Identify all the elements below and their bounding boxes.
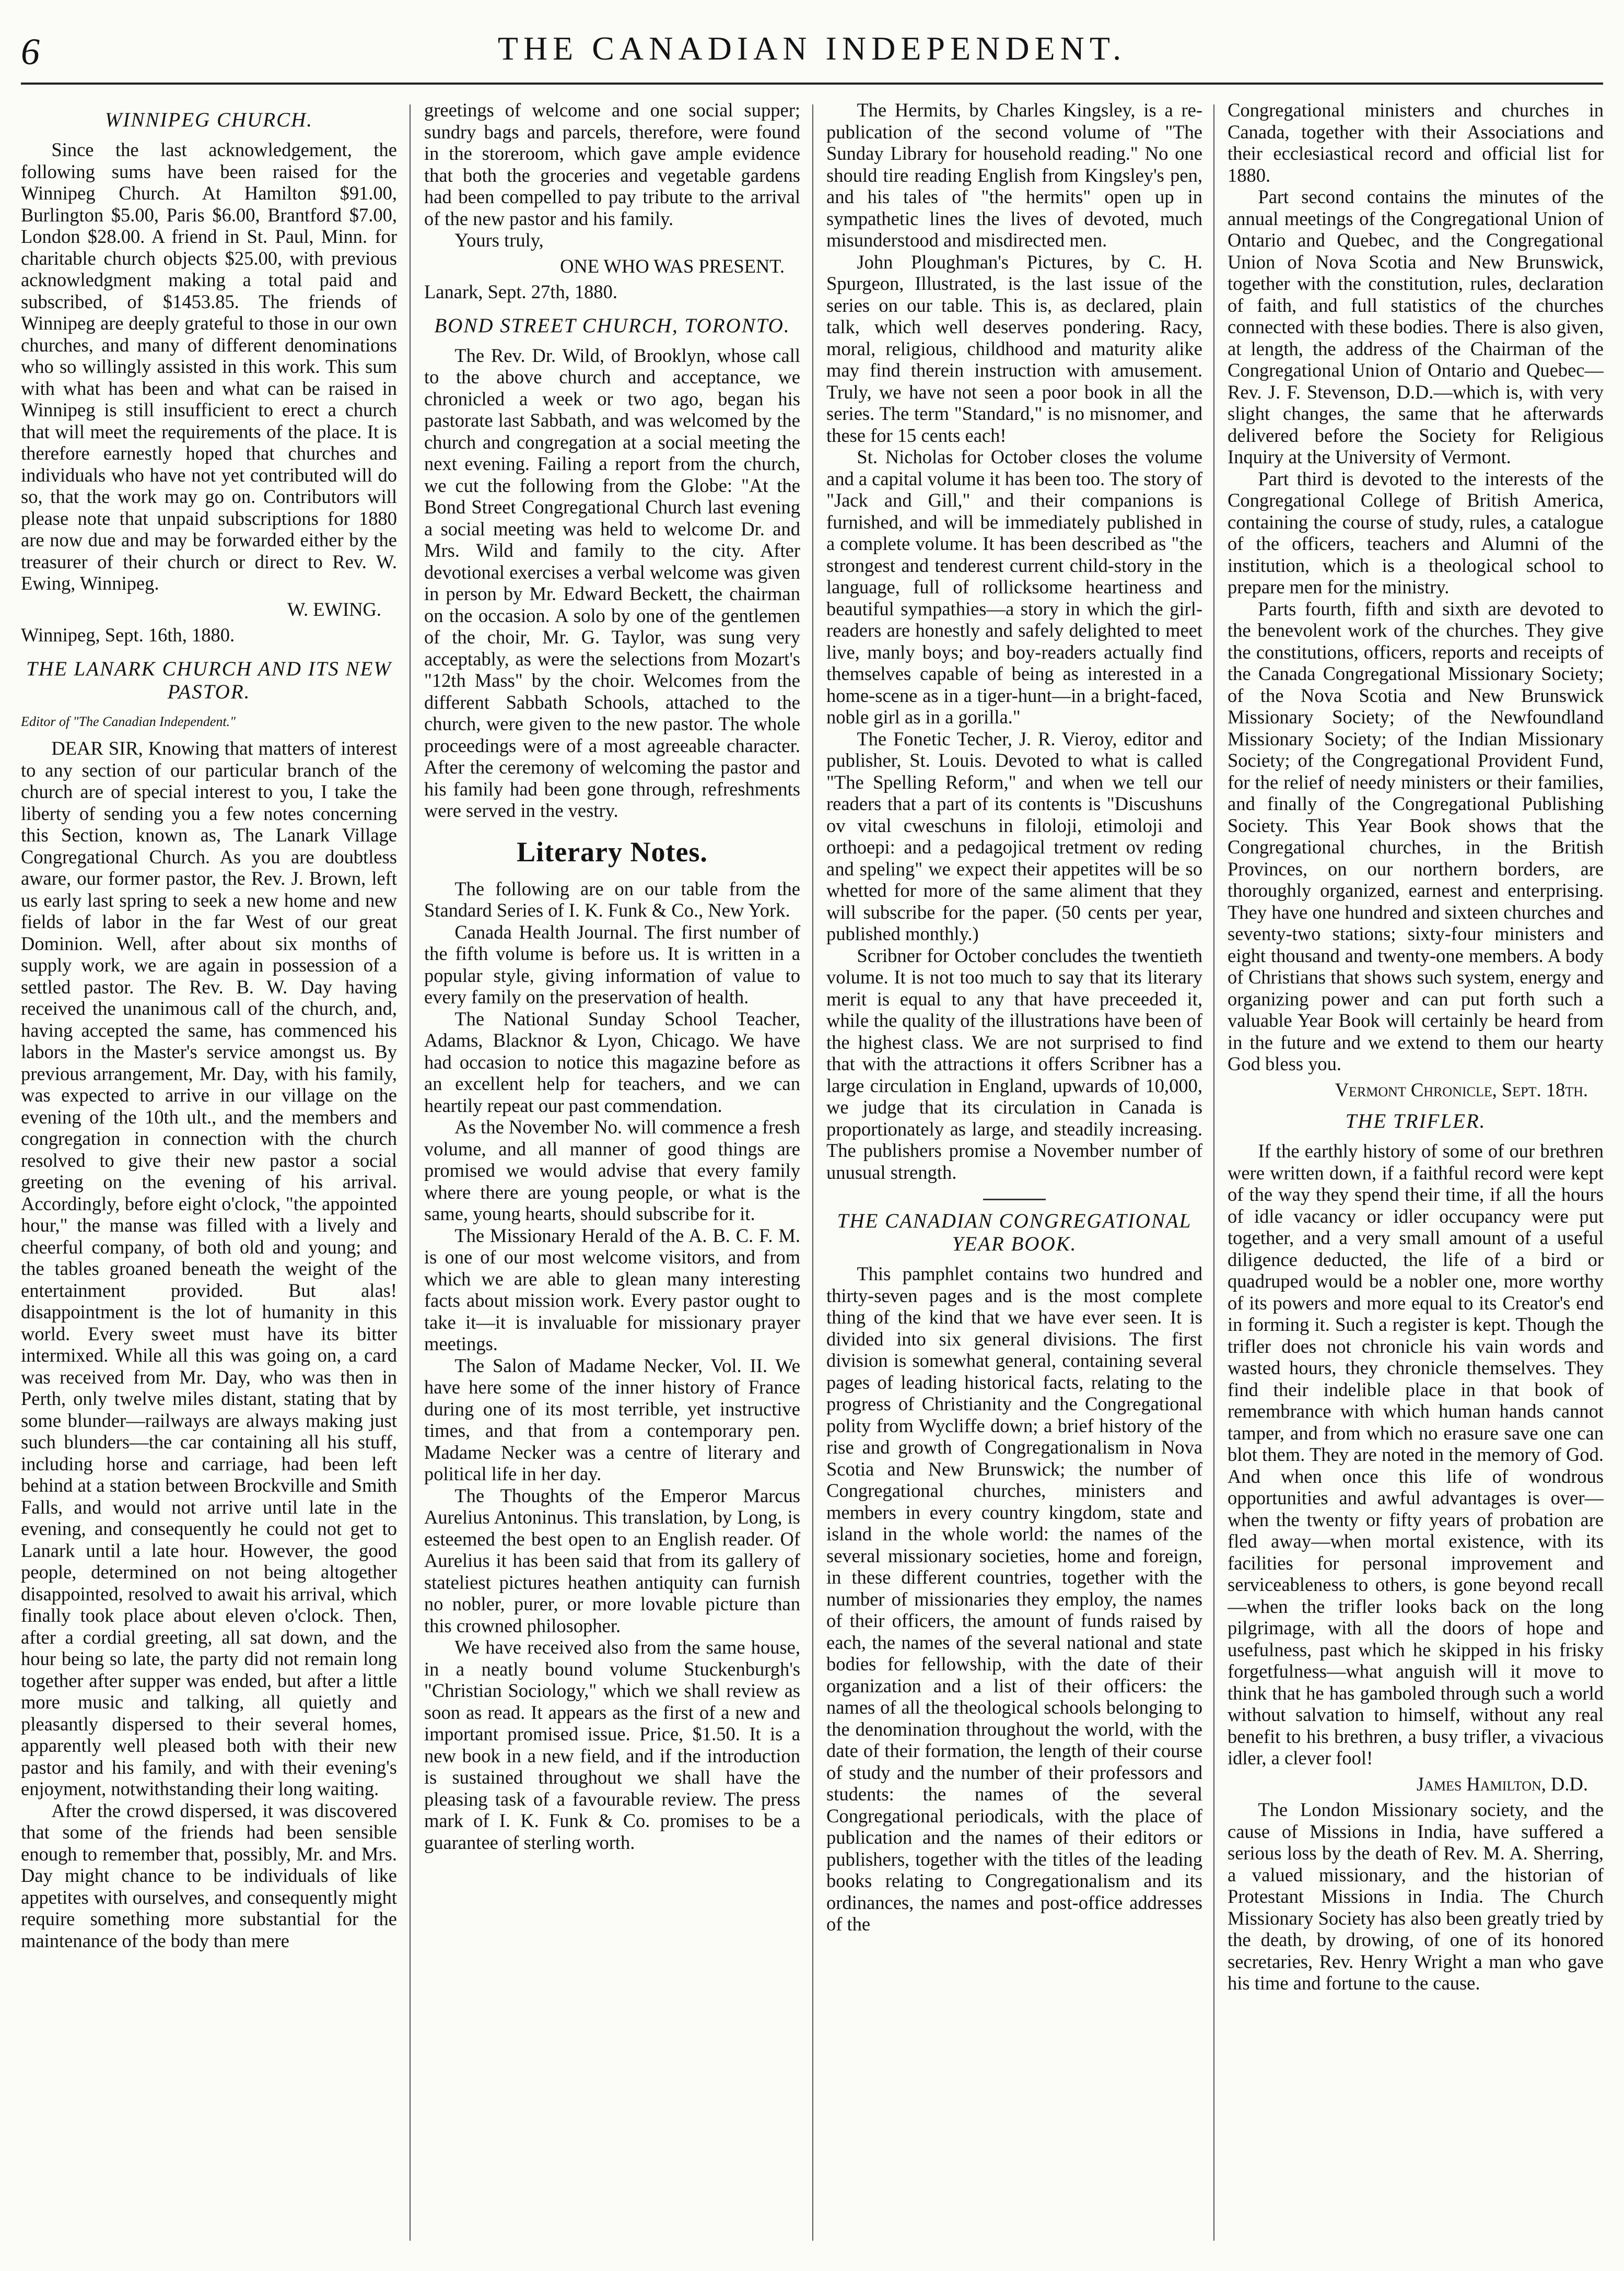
column-2: [424, 99, 800, 2251]
column-3: [826, 99, 1202, 2251]
article-dateline: Lanark, Sept. 27th, 1880.: [424, 281, 618, 302]
column-1: [21, 99, 397, 2251]
literary-note: The Missionary Herald of the A. B. C. F. M. is one of our most welcome visitors, and from which we are able to glean many interesting facts about mission work. Every pastor ought to take it—it is invaluable for missionary prayer meetings.: [424, 1224, 800, 1354]
article-heading-year-book: THE CANADIAN CONGREGATIONAL YEAR BOOK.: [837, 1210, 1192, 1255]
literary-note: The Hermits, by Charles Kingsley, is a re-publication of the second volume of "The Sunday Library for household reading." No one should tire reading English from Kingsley's pen, and his tales of "the hermits" open up in sympathetic lines the lives of devoted, much misunderstood and misdirected men.: [826, 99, 1202, 251]
article-heading-bond-street: BOND STREET CHURCH, TORONTO.: [434, 314, 790, 337]
literary-note: The Fonetic Techer, J. R. Vieroy, editor and publisher, St. Louis. Devoted to what is called "The Spelling Reform," and when we tell our readers that a part of its contents is "Discushuns ov vital cweschuns in filoloji, etimoloji and orthoepi: and a pedagojical tretment ov reding and speling" we expect their appetites will be so whetted for more of the same aliment that they will subscribe for the paper. (50 cents per year, published monthly.): [826, 728, 1202, 944]
article-paragraph-continued: greetings of welcome and one social supper; sundry bags and parcels, therefore, were found in the storeroom, which gave ample evidence that both the groceries and vegetable gardens had been compelled to pay tribute to the arrival of the new pastor and his family.: [424, 99, 800, 229]
column-rule: [1213, 104, 1214, 2241]
newspaper-title: THE CANADIAN INDEPENDENT.: [497, 30, 1127, 67]
article-paragraph: If the earthly history of some of our brethren were written down, if a faithful record were kept of the way they spend their time, if all the hours of idle vacancy or idler occupancy were put together, and a very small amount of a useful diligence deducted, the life of a bird or quadruped would be a nobler one, more worthy of its powers and more equal to its Creator's end in forming it. Such a register is kept. Though the trifler does not chronicle his vain words and wasted hours, they chronicle themselves. They find their indelible place in that book of remembrance with which human hands cannot tamper, and from which no erasure save one can blot them. They are noted in the memory of God. And when once this life of wondrous opportunities and awful advantages is over—when the twenty or fifty years of probation are fled away—when mortal existence, with its facilities for personal improvement and serviceableness to others, is gone beyond recall—when the trifler looks back on the long pilgrimage, with all the doors of hope and usefulness, past which he skipped in his frisky forgetfulness—what anguish will it move to think that he has gamboled through such a world without salvation to himself, without any real benefit to his brethren, a busy trifler, a vivacious idler, a clever fool!: [1228, 1140, 1604, 1769]
article-paragraph: DEAR SIR, Knowing that matters of interest to any section of our particular branch of the church are of special interest to you, I take the liberty of sending you a few notes concerning this Section, known as, The Lanark Village Congregational Church. As you are doubtless aware, our former pastor, the Rev. J. Brown, left us early last spring to seek a new home and new fields of labor in the far West of our great Dominion. Well, after about six months of supply work, we are again in possession of a settled pastor. The Rev. B. W. Day having received the unanimous call of the church, and, having accepted the same, has commenced his labors in the Master's service amongst us. By previous arrangement, Mr. Day, with his family, was expected to arrive in our village on the evening of the 10th ult., and the members and congregation in connection with the church resolved to give their new pastor a social greeting on the evening of his arrival. Accordingly, before eight o'clock, "the appointed hour," the manse was filled with a lively and cheerful company, of both old and young; and the tables groaned beneath the weight of the entertainment provided. But alas! disappointment is the lot of humanity in this world. Every sweet must have its bitter intermixed. While all this was going on, a card was received from Mr. Day, who was then in Perth, only twelve miles distant, stating that by some blunder—railways are always making just such blunders—the car containing all his stuff, including horse and carriage, had been left behind at a station between Brockville and Smith Falls, and would not arrive until late in the evening, and consequently he could not get to Lanark until a late hour. However, the good people, determined on not being altogether disappointed, resolved to await his arrival, which finally took place about eleven o'clock. Then, after a cordial greeting, all sat down, and the hour being so late, the party did not remain long together after supper was ended, but after a little more music and talking, all quietly and pleasantly dispersed to their several homes, apparently well pleased both with their new pastor and his family, and with their evening's enjoyment, notwithstanding their long waiting.: [21, 738, 397, 1799]
article-paragraph: Part third is devoted to the interests of the Congregational College of British America, containing the course of study, rules, a catalogue of the officers, teachers and Alumni of the institution, which is a theological school to prepare men for the ministry.: [1228, 467, 1604, 598]
article-signature: W. EWING.: [287, 598, 381, 620]
column-rule: [812, 104, 813, 2241]
literary-note: John Ploughman's Pictures, by C. H. Spurgeon, Illustrated, is the last issue of the series on our table. This is, as declared, plain talk, which well deserves pondering. Racy, moral, religious, childhood and maturity alike may find therein instruction with amusement. Truly, we have not seen a poor book in all the series. The term "Standard," is no misnomer, and these for 15 cents each!: [826, 251, 1202, 446]
page-number: 6: [21, 31, 40, 73]
article-paragraph: The London Missionary society, and the cause of Missions in India, have suffered a serious loss by the death of Rev. M. A. Sherring, a valued missionary, and the historian of Protestant Missions in India. The Church Missionary Society has also been greatly tried by the death, by drowing, of one of its honored secretaries, Rev. Henry Wright a man who gave his time and fortune to the cause.: [1228, 1799, 1604, 1994]
article-dateline: Winnipeg, Sept. 16th, 1880.: [21, 624, 235, 646]
literary-note: As the November No. will commence a fresh volume, and all manner of good things are promised we would advise that every family where there are young people, or what is the same, young hearts, should subscribe for it.: [424, 1116, 800, 1224]
article-paragraph: Since the last acknowledgement, the following sums have been raised for the Winnipeg Church. At Hamilton $91.00, Burlington $5.00, Paris $6.00, Brantford $7.00, London $28.00. A friend in St. Paul, Minn. for charitable church objects $25.00, with previous acknowledgment making a total paid and subscribed, of $1453.85. The friends of Winnipeg are deeply grateful to those in our own churches, and many of different denominations who so willingly assisted in this work. This sum with what has been and what can be raised in Winnipeg is still insufficient to erect a church that will meet the requirements of the place. It is therefore earnestly hoped that churches and individuals who have not yet contributed will do so, that the work may go on. Contributors will please note that unpaid subscriptions for 1880 are now due and may be forwarded either by the treasurer of their church or direct to Rev. W. Ewing, Winnipeg.: [21, 139, 397, 594]
literary-note: The Salon of Madame Necker, Vol. II. We have here some of the inner history of France during one of its most terrible, yet instructive times, and that from a contemporary pen. Madame Necker was a centre of literary and political life in her day.: [424, 1354, 800, 1484]
literary-note: Canada Health Journal. The first number of the fifth volume is before us. It is written in a popular style, giving information of value to every family on the preservation of health.: [424, 921, 800, 1008]
section-separator: [983, 1199, 1046, 1200]
article-source: Vermont Chronicle, Sept. 18th.: [1335, 1079, 1588, 1101]
article-heading-trifler: THE TRIFLER.: [1345, 1110, 1486, 1132]
editor-address-line: Editor of "The Canadian Independent.": [21, 713, 236, 729]
article-source: James Hamilton, D.D.: [1416, 1773, 1588, 1795]
literary-note: St. Nicholas for October closes the volume and a capital volume it has been too. The story of "Jack and Gill," and their companions is furnished, and will be immediately published in a complete volume. It has been described as "the strongest and tenderest current child-story in the language, full of rollicksome heartiness and beautiful sympathies—a story in which the girl-readers are honestly and safely delighted to meet live, manly boys; and boy-readers actually find themselves capable of being as interested in a home-scene as in a tiger-hunt—in a bright-faced, noble girl as in a gorilla.": [826, 446, 1202, 728]
article-paragraph-continued: Congregational ministers and churches in Canada, together with their Associations and their ecclesiastical record and official list for 1880.: [1228, 99, 1604, 186]
literary-note: The following are on our table from the Standard Series of I. K. Funk & Co., New York.: [424, 877, 800, 921]
article-heading-lanark: THE LANARK CHURCH AND ITS NEW PASTOR.: [26, 657, 392, 703]
article-heading-winnipeg: WINNIPEG CHURCH.: [104, 109, 313, 131]
literary-note: Scribner for October concludes the twentieth volume. It is not too much to say that its literary merit is equal to any that have preceeded it, while the quality of the illustrations have been of the highest class. We are not surprised to find that with the attractions it offers Scribner has a large circulation in England, upwards of 10,000, we judge that its circulation in Canada is proportionately as large, and steadily increasing. The publishers promise a November number of unusual strength.: [826, 944, 1202, 1183]
literary-note: We have received also from the same house, in a neatly bound volume Stuckenburgh's "Christian Sociology," which we shall review as soon as read. It appears as the first of a new and important promised issue. Price, $1.50. It is a new book in a new field, and if the introduction is sustained throughout we shall have the pleasing task of a favourable review. The press mark of I. K. Funk & Co. promises to be a guarantee of sterling worth.: [424, 1636, 800, 1853]
page-header: [21, 25, 1603, 85]
letter-closing: Yours truly,: [454, 229, 544, 251]
article-paragraph: Part second contains the minutes of the annual meetings of the Congregational Union of Ontario and Quebec, and the Congregational Union of Nova Scotia and New Brunswick, together with the constitution, rules, declaration of faith, and full statistics of the churches connected with these bodies. There is also given, at length, the address of the Chairman of the Congregational Union of Ontario and Quebec—Rev. J. F. Stevenson, D.D.—which is, with very slight changes, the same that he afterwards delivered before the Society for Religious Inquiry at the University of Vermont.: [1228, 186, 1604, 467]
article-paragraph: After the crowd dispersed, it was discovered that some of the friends had been sensible enough to remember that, possibly, Mr. and Mrs. Day might chance to be individuals of like appetites with ourselves, and consequently might require something more substantial for the maintenance of the body than mere: [21, 1799, 397, 1951]
article-paragraph: The Rev. Dr. Wild, of Brooklyn, whose call to the above church and acceptance, we chronicled a week or two ago, began his pastorate last Sabbath, and was welcomed by the church and congregation at a social meeting the next evening. Failing a report from the church, we cut the following from the Globe: "At the Bond Street Congregational Church last evening a social meeting was held to welcome Dr. and Mrs. Wild and family to the city. After devotional exercises a verbal welcome was given in person by Mr. Edward Beckett, the chairman on the occasion. A solo by one of the gentlemen of the choir, Mr. G. Taylor, was sung very acceptably, as were the selections from Mozart's "12th Mass" by the choir. Welcomes from the different Sabbath Schools, attached to the church, were given to the new pastor. The whole proceedings were of a most agreeable character. After the ceremony of welcoming the pastor and his family had been gone through, refreshments were served in the vestry.: [424, 344, 800, 821]
column-rule: [410, 104, 411, 2241]
article-paragraph: Parts fourth, fifth and sixth are devoted to the benevolent work of the churches. They give the constitutions, officers, reports and receipts of the Canada Congregational Missionary Society; of the Nova Scotia and New Brunswick Missionary Society; of the Newfoundland Missionary Society; of the Indian Missionary Society; of the Congregational Provident Fund, for the relief of needy ministers or their families, and finally of the Congregational Publishing Society. This Year Book shows that the Congregational churches, in the British Provinces, on our northern borders, are thoroughly organized, earnest and enterprising. They have one hundred and sixteen churches and seventy-two stations; sixty-four ministers and eight thousand and twenty-one members. A body of Christians that shows such system, energy and organizing power and can put forth such a valuable Year Book will certainly be heard from in the future and we extend to them our hearty God bless you.: [1228, 598, 1604, 1074]
section-heading-literary-notes: Literary Notes.: [517, 836, 708, 868]
article-paragraph: This pamphlet contains two hundred and thirty-seven pages and is the most complete thing of the kind that we have ever seen. It is divided into six general divisions. The first division is somewhat general, containing several pages of leading historical facts, relating to the progress of Christianity and the Congregational polity from Wycliffe down; a brief history of the rise and growth of Congregationalism in Nova Scotia and New Brunswick; the number of Congregational churches, ministers and members in every country kingdom, state and island in the whole world: the names of the several missionary societies, home and foreign, in these different countries, together with the number of missionaries they employ, the names of their officers, the amount of funds raised by each, the names of the several national and state bodies for fellowship, with the date of their organization and a list of their officers: the names of all the theological schools belonging to the denomination throughout the world, with the date of their formation, the length of their course of study and the number of their professors and students: the names of the several Congregational periodicals, with the place of publication and the names of their editors or publishers, together with the titles of the leading books relating to Congregationalism and its ordinances, the names and post-office addresses of the: [826, 1263, 1202, 1935]
article-signature: ONE WHO WAS PRESENT.: [560, 255, 785, 277]
literary-note: The Thoughts of the Emperor Marcus Aurelius Antoninus. This translation, by Long, is esteemed the best open to an English reader. Of Aurelius it has been said that from its gallery of stateliest pictures heathen antiquity can furnish no nobler, purer, or more lovable picture than this crowned philosopher.: [424, 1484, 800, 1636]
column-4: [1228, 99, 1604, 2251]
literary-note: The National Sunday School Teacher, Adams, Blacknor & Lyon, Chicago. We have had occasion to notice this magazine before as an excellent help for teachers, and we can heartily repeat our past commendation.: [424, 1008, 800, 1116]
